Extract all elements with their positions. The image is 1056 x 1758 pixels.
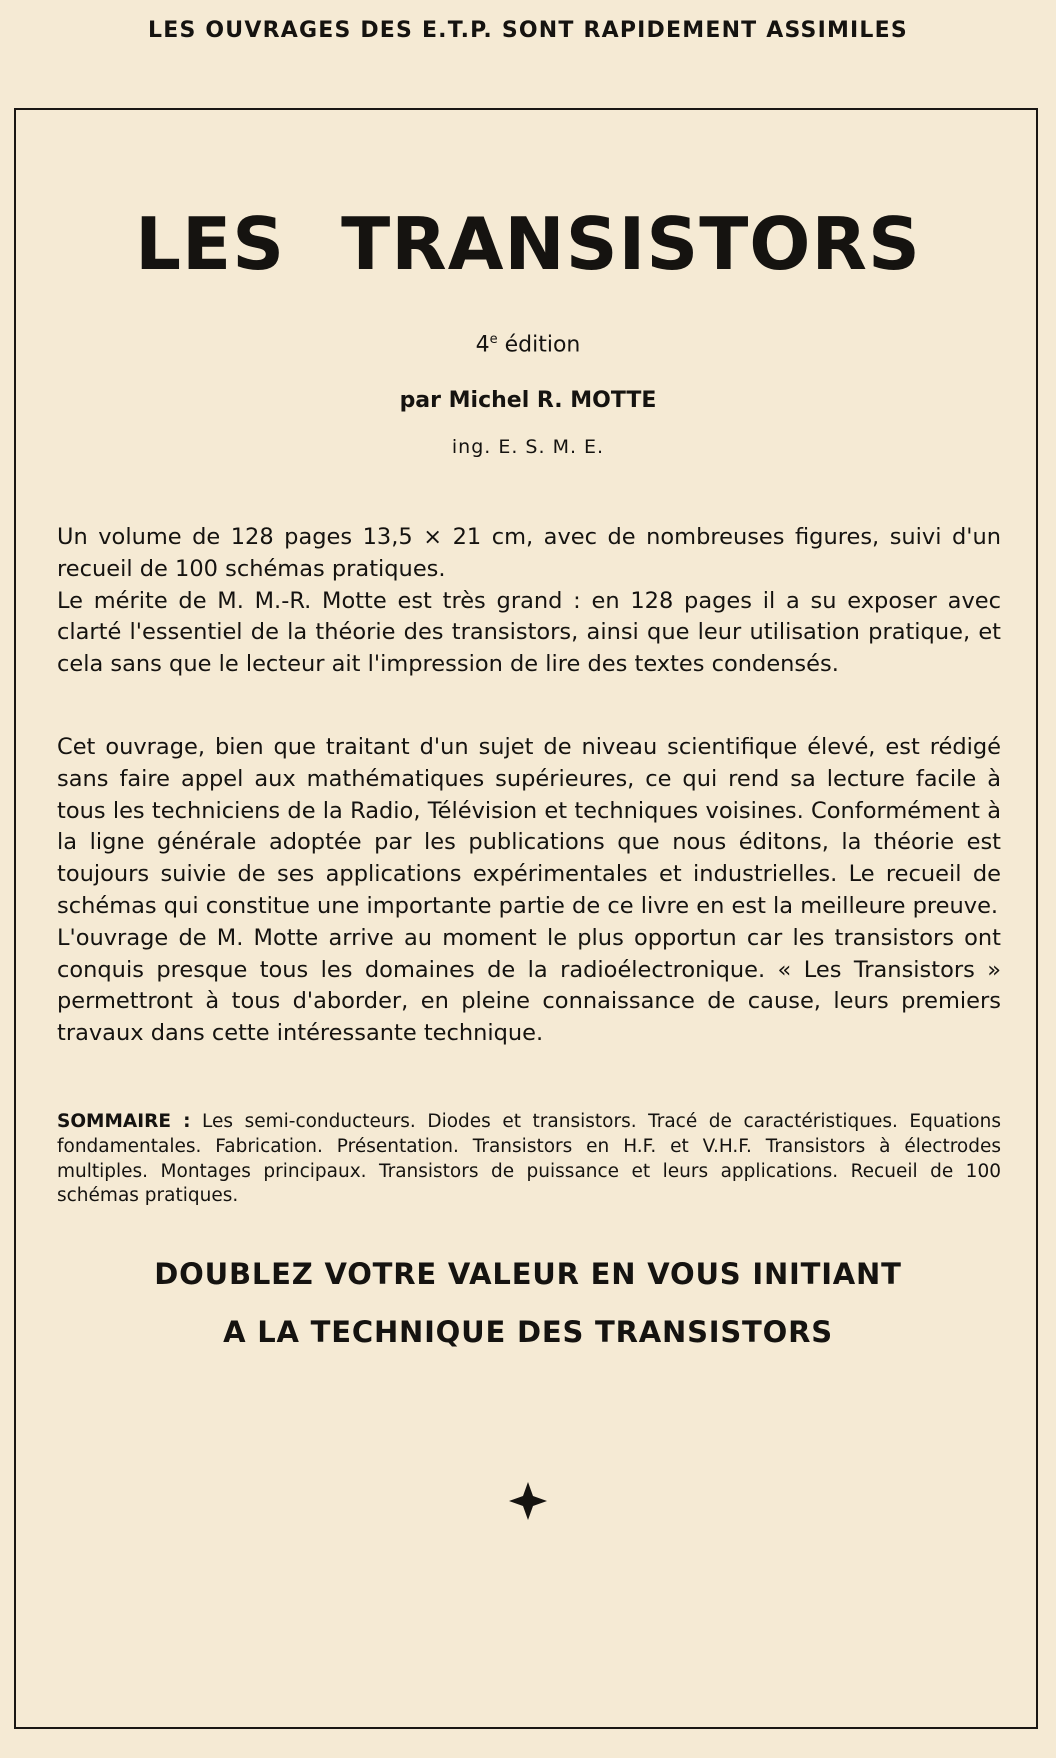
- author-line: par Michel R. MOTTE: [399, 388, 657, 413]
- author-credentials: ing. E. S. M. E.: [451, 436, 605, 458]
- description-block-1: [57, 522, 1001, 681]
- top-banner: LES OUVRAGES DES E.T.P. SONT RAPIDEMENT ASSIMILES: [148, 18, 908, 43]
- book-title: LES TRANSISTORS: [135, 202, 921, 286]
- edition-word: édition: [497, 332, 581, 358]
- description-paragraph: Un volume de 128 pages 13,5 × 21 cm, avec de nombreuses figures, suivi d'un recueil de 100 schémas pratiques.: [57, 524, 1001, 582]
- sommaire-text: Les semi-conducteurs. Diodes et transistors. Tracé de caractéristiques. Equations fondamentales. Fabrication. Présentation. Transistors en H.F. et V.H.F. Transistors à électrodes multiples. Montages principaux. Transistors de puissance et leurs applications. Recueil de 100 schémas pratiques.: [57, 1111, 1001, 1207]
- four-point-star-icon: [508, 1481, 548, 1521]
- slogan-line-2: A LA TECHNIQUE DES TRANSISTORS: [223, 1315, 833, 1349]
- table-of-contents: [57, 1110, 1001, 1209]
- description-paragraph: Cet ouvrage, bien que traitant d'un sujet de niveau scientifique élevé, est rédigé sans faire appel aux mathématiques supérieures, ce qui rend sa lecture facile à tous les techniciens de la Radio, Télévision et techniques voisines. Conformément à la ligne générale adoptée par les publications que nous éditons, la théorie est toujours suivie de ses applications expérimentales et industrielles. Le recueil de schémas qui constitue une importante partie de ce livre en est la meilleure preuve.: [57, 734, 1001, 919]
- slogan-line-1: DOUBLEZ VOTRE VALEUR EN VOUS INITIANT: [154, 1257, 902, 1291]
- description-block-2: [57, 732, 1001, 1050]
- edition-number: 4: [475, 332, 490, 358]
- description-paragraph: Le mérite de M. M.-R. Motte est très grand : en 128 pages il a su exposer avec clarté l'essentiel de la théorie des transistors, ainsi que leur utilisation pratique, et cela sans que le lecteur ait l'impression de lire des textes condensés.: [57, 587, 1001, 678]
- description-paragraph: L'ouvrage de M. Motte arrive au moment le plus opportun car les transistors ont conquis presque tous les domaines de la radioélectronique. « Les Transistors » permettront à tous d'aborder, en pleine connaissance de cause, leurs premiers travaux dans cette intéressante technique.: [57, 924, 1001, 1047]
- sommaire-label: SOMMAIRE :: [57, 1111, 191, 1132]
- edition-line: [0, 332, 1056, 357]
- edition-superscript: e: [489, 332, 498, 347]
